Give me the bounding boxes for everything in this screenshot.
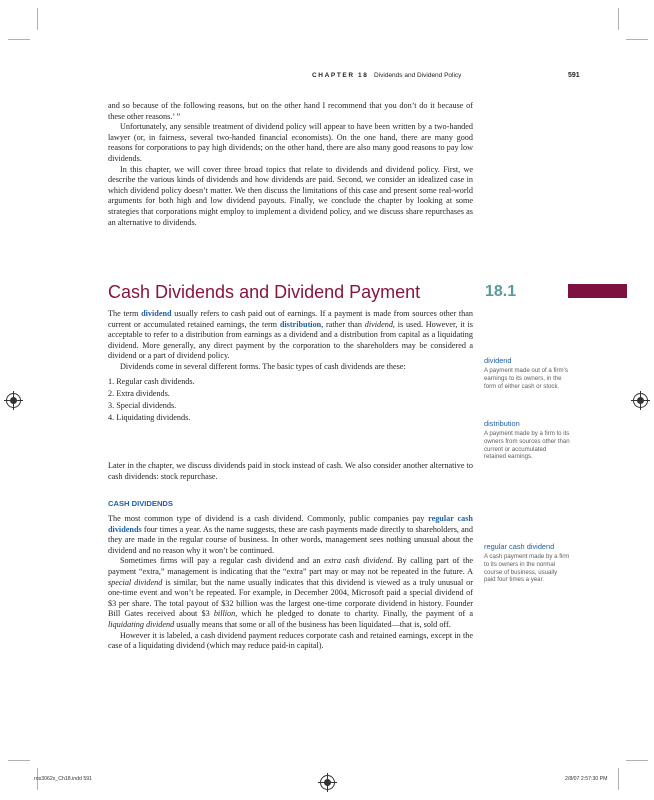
dividend-types-list [108,377,473,424]
section-title: Cash Dividends and Dividend Payment [108,282,421,302]
list-item: 4. Liquidating dividends. [108,413,191,423]
footer-file-slug: ros3062x_Ch18.indd 591 [34,776,92,782]
paragraph: Dividends come in several different forms. The basic types of cash dividends are these: [120,361,406,371]
paragraph: Unfortunately, any sensible treatment of dividend policy will appear to have been written by a two-handed lawyer (or, in fairness, several two-handed financial economists). On the one hand, there are many good reasons for corporations to pay high dividends; on the other hand, there are also many good reasons to pay low dividends. [108,122,473,163]
glossary-definition: A cash payment made by a firm to its owners in the normal course of business, usually paid four times a year. [484,553,570,584]
crop-mark [618,768,619,790]
section-number: 18.1 [485,283,517,300]
paragraph: Sometimes firms will pay a regular cash dividend and an extra cash dividend. By calling part of the payment “extra,” management is indicating that the “extra” part may or may not be repeated in the future. A special dividend is similar, but the name usually indicates that this dividend is viewed as a truly unusual or one-time event and won’t be repeated. For example, in December 2004, Microsoft paid a special dividend of $3 per share. The total payout of $32 billion was the largest one-time corporate dividend in history. Founder Bill Gates received about $3 billion, which he pledged to donate to charity. Finally, the payment of a liquidating dividend usually means that some or all of the business has been liquidated—that is, sold off. [108,556,474,629]
glossary-entry-dividend [484,356,570,390]
registration-mark-icon [6,393,21,408]
keyword-distribution: distribution [279,319,322,329]
section-body [108,309,473,428]
page-number: 591 [568,72,580,79]
list-item: 3. Special dividends. [108,400,177,410]
paragraph: The term dividend usually refers to cash paid out of earnings. If a payment is made from sources other than current or accumulated retained earnings, the term distribution, rather than dividend, is used. However, it is acceptable to refer to a distribution from earnings as a dividend and a distribution from capital as a liquidating dividend. More generally, any direct payment by the corporation to the shareholders may be considered a dividend or a part of dividend policy. [108,309,473,361]
glossary-definition: A payment made by a firm to its owners from sources other than current or accumulated retained earnings. [484,430,570,461]
crop-mark [618,8,619,30]
paragraph: and so because of the following reasons, but on the other hand I recommend that you don’t do it because of these other reasons.’ ” [108,101,473,121]
section-color-bar [568,284,627,298]
intro-text [108,101,473,228]
crop-mark [8,760,30,761]
list-item: 1. Regular cash dividends. [108,376,195,386]
running-header [0,72,654,86]
paragraph: The most common type of dividend is a cash dividend. Commonly, public companies pay regular cash dividends four times a year. As the name suggests, these are cash payments made directly to shareholders, and they are made in the regular course of business. In other words, management sees nothing unusual about the dividend and no reason why it won’t be continued. [108,514,473,555]
chapter-label: CHAPTER 18 [312,72,369,79]
crop-mark [37,8,38,30]
glossary-definition: A payment made out of a firm’s earnings to its owners, in the form of either cash or stock. [484,367,568,390]
glossary-entry-regular-cash-dividend [484,542,570,584]
glossary-term: dividend [484,356,512,365]
crop-mark [626,760,648,761]
glossary-entry-distribution [484,419,570,461]
glossary-term: distribution [484,419,520,428]
subsection-title: CASH DIVIDENDS [108,499,173,508]
subsection-body [108,514,473,652]
crop-mark [8,39,30,40]
keyword-regular-cash-dividends: regular cash dividends [108,514,473,534]
keyword-dividend: dividend [141,309,172,318]
crop-mark [626,39,648,40]
section-body-continued [108,461,473,482]
footer-timestamp: 2/8/07 2:57:30 PM [565,776,608,782]
glossary-term: regular cash dividend [484,542,555,551]
registration-mark-icon [320,775,335,790]
registration-mark-icon [633,393,648,408]
paragraph: Later in the chapter, we discuss dividends paid in stock instead of cash. We also consider another alternative to cash dividends: stock repurchase. [108,461,473,481]
paragraph: In this chapter, we will cover three broad topics that relate to dividends and dividend policy. First, we describe the various kinds of dividends and how dividends are paid. Second, we consider an idealized case in which dividend policy doesn’t matter. We then discuss the limitations of this case and present some real-world arguments for both high and low dividend payouts. Finally, we conclude the chapter by looking at some strategies that corporations might employ to implement a dividend policy, and we discuss share repurchases as an alternative to dividends. [108,164,473,227]
paragraph: However it is labeled, a cash dividend payment reduces corporate cash and retained earnings, except in the case of a liquidating dividend (which may reduce paid-in capital). [108,630,473,651]
chapter-title: Dividends and Dividend Policy [374,72,462,79]
list-item: 2. Extra dividends. [108,388,170,398]
